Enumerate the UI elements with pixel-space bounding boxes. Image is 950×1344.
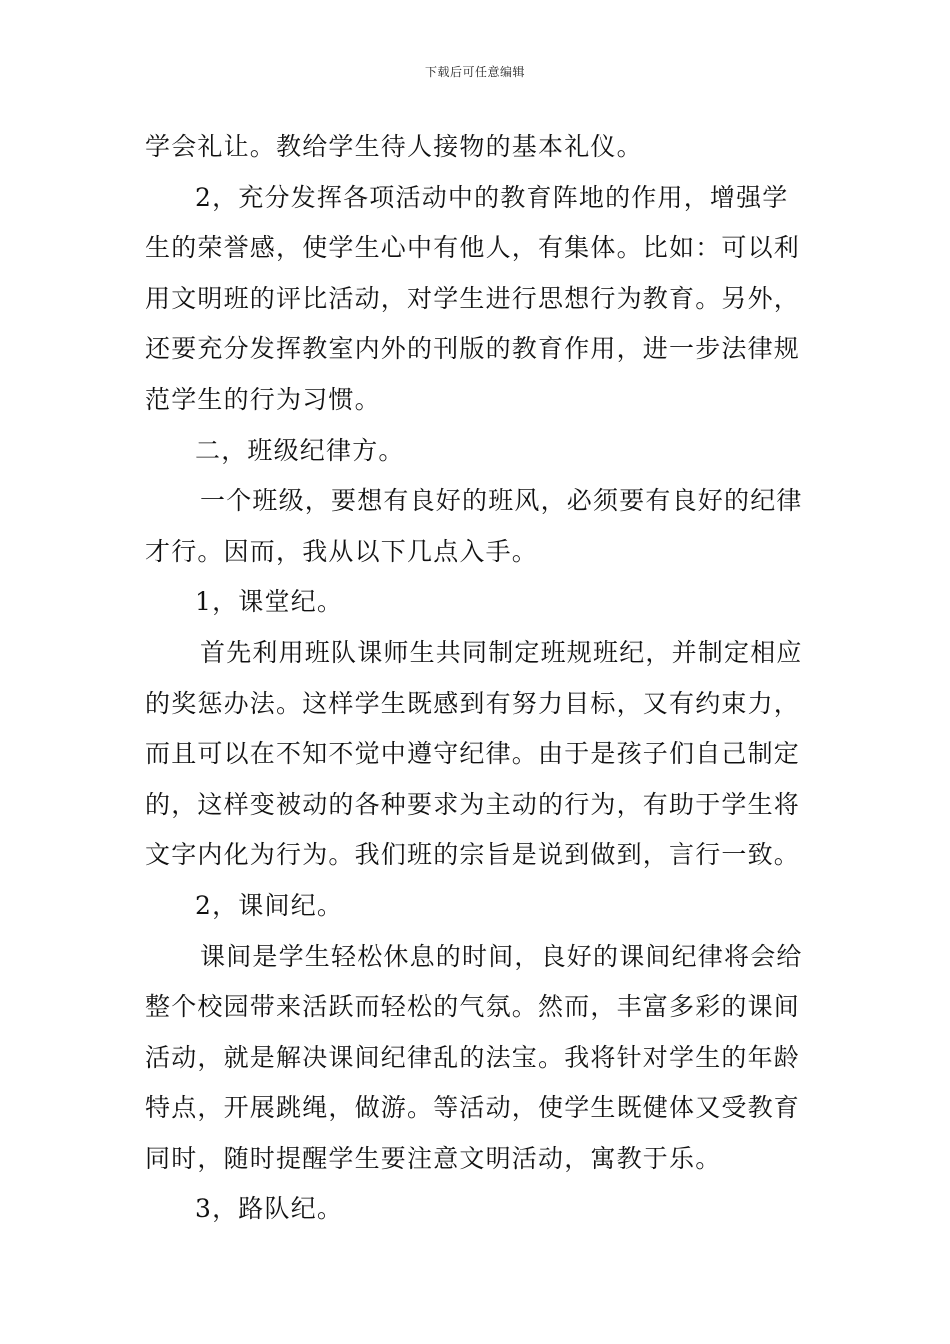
section-heading: 二，班级纪律方。 [195, 435, 405, 465]
page-header: 下载后可任意编辑 [424, 65, 525, 79]
document-body [145, 122, 810, 1235]
subsection-heading: 1，课堂纪。 [195, 587, 344, 617]
paragraph: 课间是学生轻松休息的时间，良好的课间纪律将会给整个校园带来活跃而轻松的气氛。然而，丰富多彩的课间活动，就是解决课间纪律乱的法宝。我将针对学生的年龄特点，开展跳绳，做游。等活动，使学生既健体又受教育同时，随时提醒学生要注意文明活动，寓教于乐。 [145, 941, 803, 1173]
paragraph: 首先利用班队课师生共同制定班规班纪，并制定相应的奖惩办法。这样学生既感到有努力目标，又有约束力，而且可以在不知不觉中遵守纪律。由于是孩子们自己制定的，这样变被动的各种要求为主动的行为，有助于学生将文字内化为行为。我们班的宗旨是说到做到，言行一致。 [145, 637, 803, 870]
paragraph: 学会礼让。教给学生待人接物的基本礼仪。 [145, 132, 643, 161]
subsection-heading: 2，课间纪。 [195, 890, 344, 920]
paragraph: 2，充分发挥各项活动中的教育阵地的作用，增强学生的荣誉感，使学生心中有他人，有集体。比如：可以利用文明班的评比活动，对学生进行思想行为教育。另外，还要充分发挥教室内外的刊版的教育作用，进一步法律规范学生的行为习惯。 [145, 182, 801, 414]
paragraph: 一个班级，要想有良好的班风，必须要有良好的纪律才行。因而，我从以下几点入手。 [145, 486, 803, 566]
subsection-heading: 3，路队纪。 [195, 1194, 344, 1224]
